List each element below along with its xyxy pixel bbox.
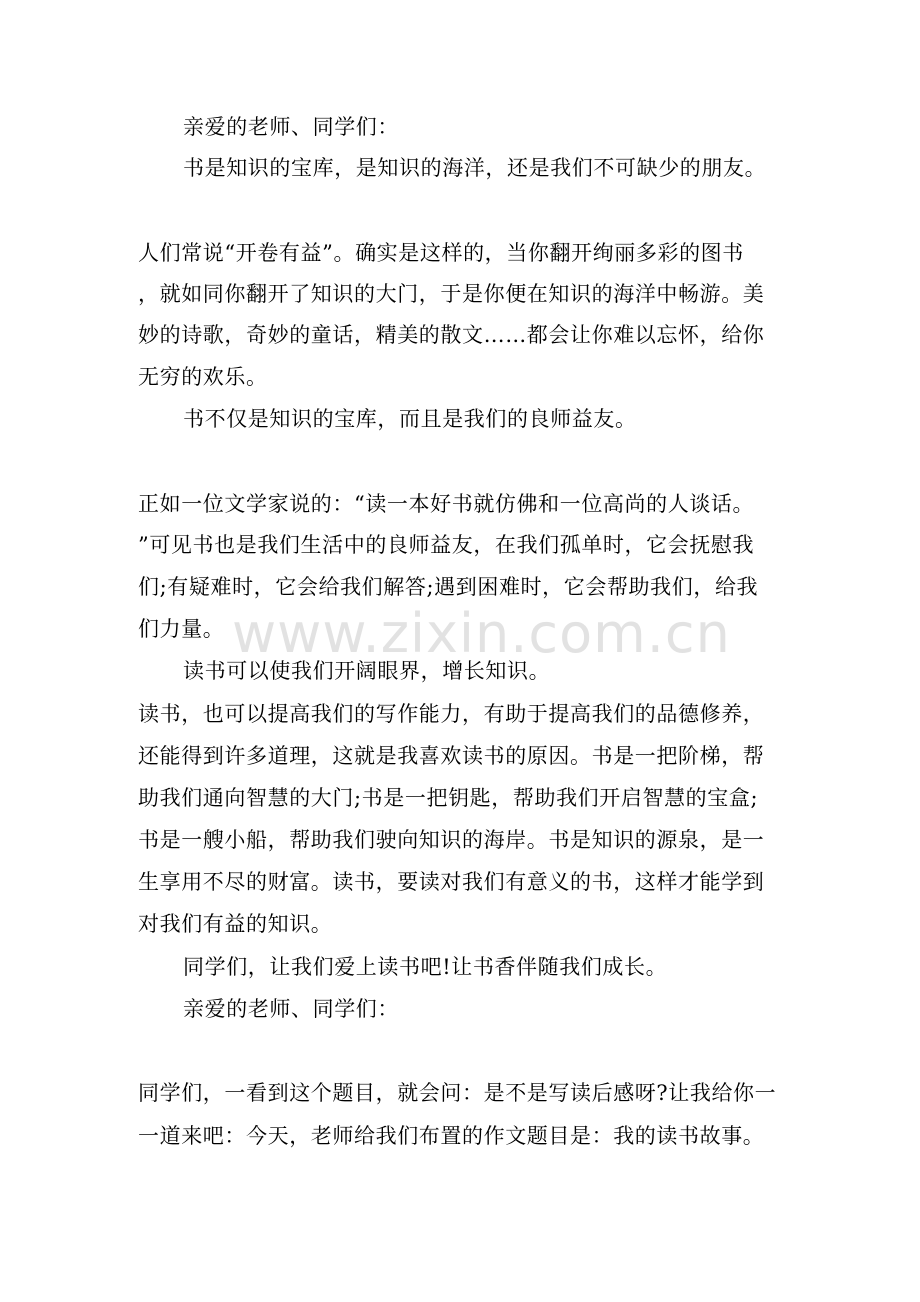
paragraph-line: 人们常说“开卷有益”。确实是这样的，当你翻开绚丽多彩的图书 [138,241,744,265]
paragraph-line: 书是一艘小船，帮助我们驶向知识的海岸。书是知识的源泉，是一 [138,828,765,852]
paragraph-line: 书是知识的宝库，是知识的海洋，还是我们不可缺少的朋友。 [183,156,767,180]
paragraph-line: 正如一位文学家说的：“读一本好书就仿佛和一位高尚的人谈话。 [138,492,755,516]
paragraph-line: 读书可以使我们开阔眼界，增长知识。 [183,659,551,683]
watermark-text: www.zixin.com.cn [232,602,731,665]
paragraph-line: 无穷的欢乐。 [138,365,268,389]
paragraph-line: 助我们通向智慧的大门;书是一把钥匙，帮助我们开启智慧的宝盒; [138,786,759,810]
paragraph-line: 生享用不尽的财富。读书，要读对我们有意义的书，这样才能学到 [138,870,765,894]
paragraph-line: ，就如同你翻开了知识的大门，于是你便在知识的海洋中畅游。美 [138,282,765,306]
salutation-line: 亲爱的老师、同学们： [183,115,399,139]
paragraph-line: 同学们，一看到这个题目，就会问：是不是写读后感呀?让我给你一 [138,1081,777,1105]
paragraph-line: 书不仅是知识的宝库，而且是我们的良师益友。 [183,407,637,431]
paragraph-line: 妙的诗歌，奇妙的童话，精美的散文……都会让你难以忘怀，给你 [138,323,765,347]
paragraph-line: ”可见书也是我们生活中的良师益友，在我们孤单时，它会抚慰我 [138,533,755,557]
paragraph-line: 读书，也可以提高我们的写作能力，有助于提高我们的品德修养， [138,702,765,726]
salutation-line: 亲爱的老师、同学们： [183,997,399,1021]
paragraph-line: 同学们，让我们爱上读书吧!让书香伴随我们成长。 [183,955,668,979]
paragraph-line: 还能得到许多道理，这就是我喜欢读书的原因。书是一把阶梯，帮 [138,744,765,768]
paragraph-line: 们;有疑难时，它会给我们解答;遇到困难时，它会帮助我们，给我 [138,575,759,599]
paragraph-line: 们力量。 [138,617,225,641]
paragraph-line: 对我们有益的知识。 [138,912,333,936]
paragraph-line: 一道来吧：今天，老师给我们布置的作文题目是：我的读书故事。 [138,1124,765,1148]
